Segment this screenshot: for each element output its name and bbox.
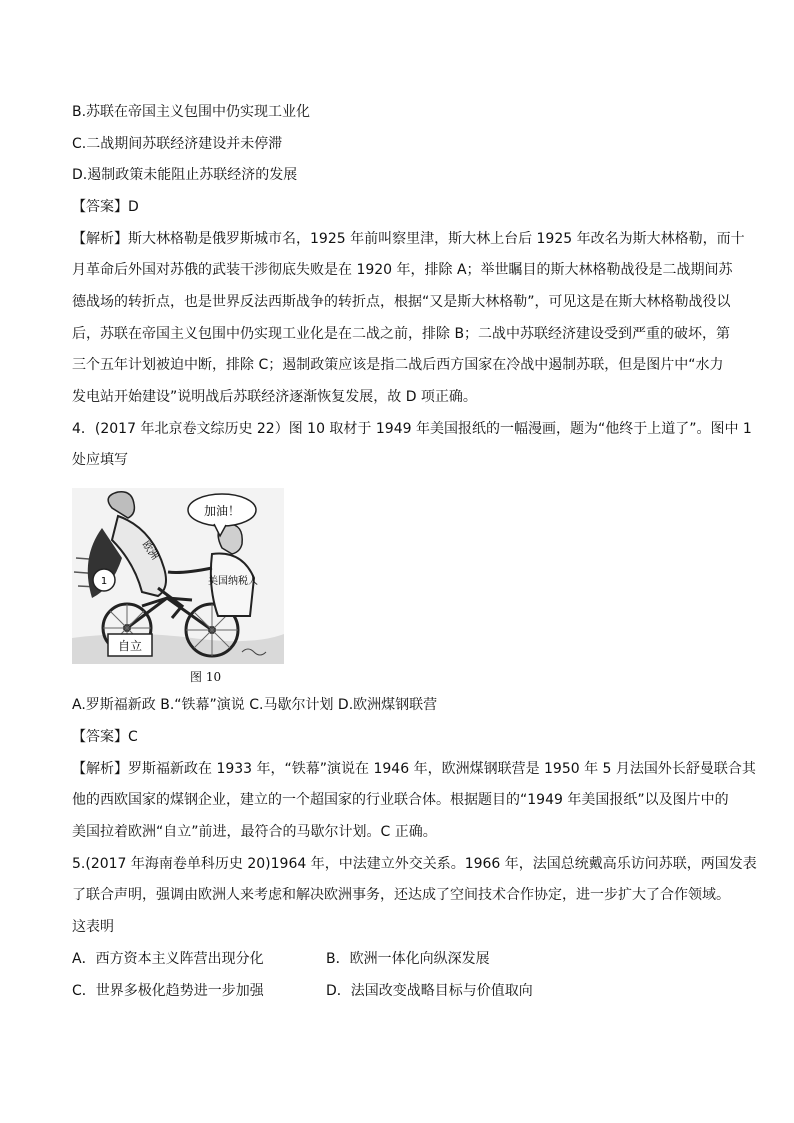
q3-option-c: C.二战期间苏联经济建设并未停滞 bbox=[72, 136, 283, 152]
q3-analysis-line-3: 德战场的转折点，也是世界反法西斯战争的转折点，根据“又是斯大林格勒”，可见这是在斯大林格勒战役以 bbox=[72, 294, 731, 310]
q5-option-a: A．西方资本主义阵营出现分化 bbox=[72, 951, 264, 967]
label-bike: 自立 bbox=[117, 639, 143, 653]
q3-option-d: D.遏制政策未能阻止苏联经济的发展 bbox=[72, 167, 298, 183]
cartoon-illustration bbox=[72, 488, 284, 664]
q3-answer: 【答案】D bbox=[72, 199, 139, 215]
label-taxpayer: 美国纳税人 bbox=[208, 576, 258, 587]
q5-option-d: D．法国改变战略目标与价值取向 bbox=[326, 983, 533, 999]
label-europe: 欧洲 bbox=[139, 539, 161, 563]
speech-bubble-text: 加油！ bbox=[203, 504, 241, 518]
q4-answer: 【答案】C bbox=[72, 729, 138, 745]
q3-analysis-line-4: 后，苏联在帝国主义包围中仍实现工业化是在二战之前，排除 B；二战中苏联经济建设受到严重的破坏，第 bbox=[72, 326, 731, 342]
q3-analysis-line-1: 【解析】斯大林格勒是俄罗斯城市名，1925 年前叫察里津，斯大林上台后 1925 年改名为斯大林格勒，而十 bbox=[72, 231, 745, 247]
q4-stem-line-2: 处应填写 bbox=[72, 452, 128, 468]
q4-analysis-line-2: 他的西欧国家的煤钢企业，建立的一个超国家的行业联合体。根据题目的“1949 年美国报纸”以及图片中的 bbox=[72, 792, 729, 808]
q4-stem-line-1: 4．(2017 年北京卷文综历史 22）图 10 取材于 1949 年美国报纸的一幅漫画，题为“他终于上道了”。图中 1 bbox=[72, 421, 752, 437]
q3-analysis-line-5: 三个五年计划被迫中断，排除 C；遏制政策应该是指二战后西方国家在冷战中遏制苏联，但是图片中“水力 bbox=[72, 357, 724, 373]
q4-options: A.罗斯福新政 B.“铁幕”演说 C.马歇尔计划 D.欧洲煤钢联营 bbox=[72, 697, 438, 713]
figure-caption: 图 10 bbox=[190, 670, 222, 684]
q4-analysis-line-1: 【解析】罗斯福新政在 1933 年，“铁幕”演说在 1946 年，欧洲煤钢联营是 1950 年 5 月法国外长舒曼联合其 bbox=[72, 761, 756, 777]
q3-analysis-line-2: 月革命后外国对苏俄的武装干涉彻底失败是在 1920 年，排除 A；举世瞩目的斯大林格勒战役是二战期间苏 bbox=[72, 262, 733, 278]
cartoon-figure bbox=[72, 488, 284, 664]
q5-option-b: B．欧洲一体化向纵深发展 bbox=[326, 951, 490, 967]
q3-analysis-line-6: 发电站开始建设”说明战后苏联经济逐渐恢复发展，故 D 项正确。 bbox=[72, 389, 477, 405]
q4-analysis-line-3: 美国拉着欧洲“自立”前进，最符合的马歇尔计划。C 正确。 bbox=[72, 824, 437, 840]
marker-one: 1 bbox=[100, 576, 108, 587]
q5-option-c: C．世界多极化趋势进一步加强 bbox=[72, 983, 264, 999]
q5-stem-line-2: 了联合声明，强调由欧洲人来考虑和解决欧洲事务，还达成了空间技术合作协定，进一步扩大了合作领域。 bbox=[72, 887, 730, 903]
q3-option-b: B.苏联在帝国主义包围中仍实现工业化 bbox=[72, 104, 311, 120]
q5-stem-line-1: 5.(2017 年海南卷单科历史 20)1964 年，中法建立外交关系。1966 年，法国总统戴高乐访问苏联，两国发表 bbox=[72, 856, 757, 872]
q5-stem-line-3: 这表明 bbox=[72, 919, 114, 935]
